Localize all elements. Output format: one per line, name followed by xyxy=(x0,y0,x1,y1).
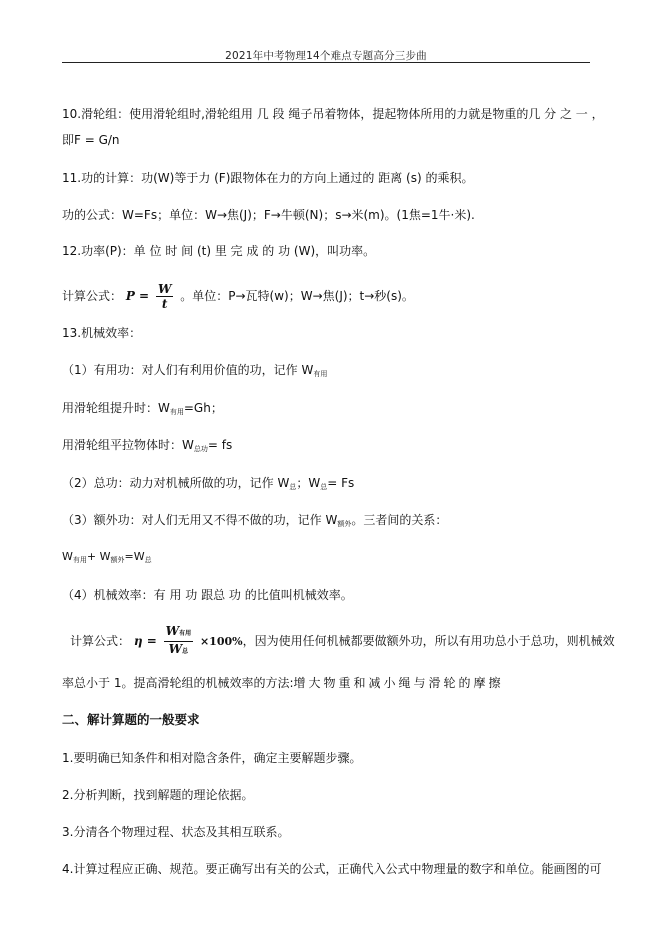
numerator-subscript: 有用 xyxy=(179,630,192,637)
power-formula-lhs: P = xyxy=(125,289,150,303)
efficiency-denominator xyxy=(167,642,191,659)
paragraph-extra-work xyxy=(62,512,602,532)
paragraph-efficiency-conclusion xyxy=(62,675,602,691)
paragraph-pulley-formula: 即F = G/n xyxy=(62,133,120,147)
efficiency-numerator xyxy=(164,624,194,642)
numerator-w: W xyxy=(165,624,180,638)
extra-work-text: （3）额外功：对人们无用又不得不做的功，记作 W xyxy=(62,513,338,527)
requirement-item-2: 2.分析判断，找到解题的理论依据。 xyxy=(62,788,254,802)
section-heading-calculation-requirements: 二、解计算题的一般要求 xyxy=(62,712,200,727)
lift-work-formula: =Gh； xyxy=(183,401,223,415)
total-work-subscript-1: 总 xyxy=(289,483,297,491)
paragraph-efficiency-formula xyxy=(70,624,615,659)
formula-label: 计算公式： xyxy=(62,289,123,303)
requirement-item-3: 3.分清各个物理过程、状态及其相互联系。 xyxy=(62,825,290,839)
paragraph-power-formula xyxy=(62,282,602,311)
useful-work-text: （1）有用功：对人们有利用价值的功，记作 W xyxy=(62,363,314,377)
paragraph-work-definition: 11.功的计算：功(W)等于力 (F)跟物体在力的方向上通过的 距离 (s) 的乘积。 xyxy=(62,171,474,185)
efficiency-percent: ×100% xyxy=(199,635,243,648)
relation-w3: =W xyxy=(124,550,145,563)
pull-work-subscript: 总功 xyxy=(193,445,208,453)
relation-sub2: 额外 xyxy=(110,556,125,564)
efficiency-formula-lhs: η = xyxy=(133,634,157,648)
paragraph-work-relation xyxy=(62,549,602,568)
efficiency-formula-label: 计算公式： xyxy=(70,634,131,648)
efficiency-explanation: ，因为使用任何机械都要做额外功，所以有用功总小于总功，则机械效 xyxy=(242,634,615,648)
paragraph-lift-work xyxy=(62,400,602,420)
paragraph-useful-work xyxy=(62,362,602,382)
total-work-text: （2）总功：动力对机械所做的功，记作 W xyxy=(62,476,290,490)
power-fraction xyxy=(156,282,173,311)
pull-work-formula: = fs xyxy=(207,438,233,452)
pull-work-text: 用滑轮组平拉物体时：W xyxy=(62,438,194,452)
requirement-item-1: 1.要明确已知条件和相对隐含条件，确定主要解题步骤。 xyxy=(62,751,362,765)
paragraph-efficiency-title: 13.机械效率： xyxy=(62,326,142,340)
paragraph-pulley-system: 10.滑轮组：使用滑轮组时,滑轮组用 几 段 绳子吊着物体，提起物体所用的力就是物重的几 分 之 一 ， xyxy=(62,107,604,121)
denominator-subscript: 总 xyxy=(182,648,189,655)
extra-work-subscript: 额外 xyxy=(337,520,352,528)
relation-sub1: 有用 xyxy=(72,556,87,564)
power-fraction-denominator: t xyxy=(161,297,168,311)
total-work-separator: ；W xyxy=(296,476,321,490)
power-fraction-numerator: W xyxy=(157,282,172,296)
efficiency-fraction xyxy=(164,624,194,659)
paragraph-work-formula: 功的公式：W=Fs；单位：W→焦(J)；F→牛顿(N)；s→米(m)。(1焦=1牛·米). xyxy=(62,208,475,222)
power-units: 。单位：P→瓦特(w)；W→焦(J)；t→秒(s)。 xyxy=(180,289,414,303)
header-divider xyxy=(62,62,590,63)
relation-w1: W xyxy=(62,550,73,563)
relation-sub3: 总 xyxy=(144,556,152,564)
paragraph-total-work xyxy=(62,475,602,495)
relation-w2: + W xyxy=(86,550,111,563)
efficiency-conclusion-text: 率总小于 1。提高滑轮组的机械效率的方法: xyxy=(62,676,294,690)
paragraph-efficiency-definition: （4）机械效率：有 用 功 跟总 功 的比值叫机械效率。 xyxy=(62,588,353,602)
efficiency-improvement-methods: 增大物重和减小绳与滑轮的摩擦 xyxy=(293,676,504,690)
denominator-w: W xyxy=(168,642,183,656)
requirement-item-4: 4.计算过程应正确、规范。要正确写出有关的公式，正确代入公式中物理量的数字和单位。能画图的可 xyxy=(62,862,602,876)
page-header: 2021年中考物理14个难点专题高分三步曲 xyxy=(225,50,427,62)
total-work-subscript-2: 总 xyxy=(320,483,328,491)
paragraph-power-definition: 12.功率(P)：单 位 时 间 (t) 里 完 成 的 功 (W)，叫功率。 xyxy=(62,244,376,258)
extra-work-relation-lead: 。三者间的关系： xyxy=(351,513,448,527)
lift-work-subscript: 有用 xyxy=(169,408,184,416)
lift-work-text: 用滑轮组提升时：W xyxy=(62,401,170,415)
total-work-formula: = Fs xyxy=(327,476,355,490)
useful-work-subscript: 有用 xyxy=(313,370,328,378)
paragraph-horizontal-pull-work xyxy=(62,437,602,457)
